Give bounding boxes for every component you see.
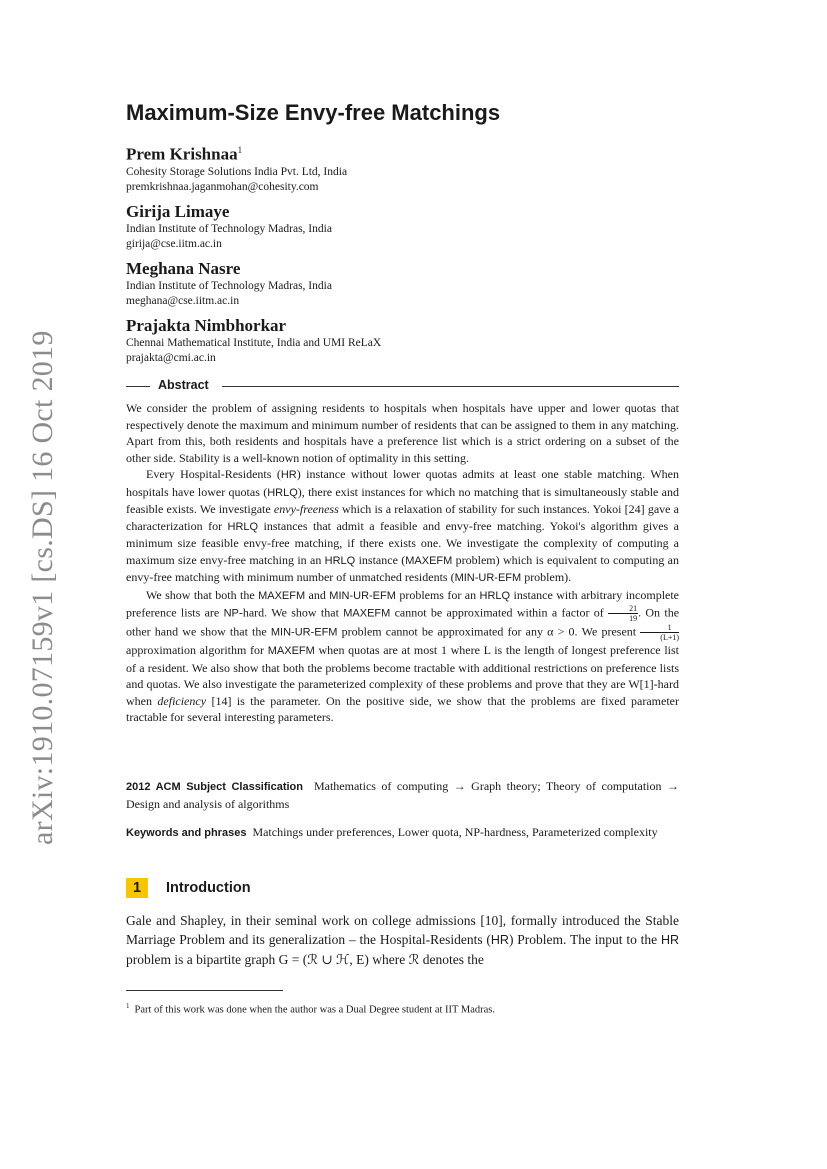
keywords: Keywords and phrases Matchings under preferences, Lower quota, NP-hardness, Parameterized complexity <box>126 825 658 839</box>
fraction: $\frac{21}{19}$ <box>608 604 638 623</box>
author-affiliation: Indian Institute of Technology Madras, India <box>126 222 332 235</box>
author-block <box>126 315 679 366</box>
footnote: $^1$ Part of this work was done when the author was a Dual Degree student at IIT Madras. <box>126 1002 495 1016</box>
author-name: Meghana Nasre <box>126 258 241 278</box>
author-email[interactable]: girija@cse.iitm.ac.in <box>126 237 222 250</box>
acm-label: 2012 ACM Subject Classification <box>126 781 303 793</box>
author-email[interactable]: prajakta@cmi.ac.in <box>126 351 216 364</box>
section-heading <box>126 878 251 898</box>
section-title: Introduction <box>166 880 251 896</box>
footnote-divider <box>126 990 283 991</box>
paper-title: Maximum-Size Envy-free Matchings <box>126 100 501 125</box>
divider <box>126 386 150 387</box>
author-email[interactable]: meghana@cse.iitm.ac.in <box>126 294 240 307</box>
author-name: Prem Krishnaa$^1$ <box>126 144 243 164</box>
author-name: Girija Limaye <box>126 201 230 221</box>
abstract-label: Abstract <box>158 378 209 392</box>
section-number-badge: 1 <box>126 878 148 898</box>
abstract-paragraph: We show that both the MAXEFM and MIN-UR-EFM problems for an HRLQ instance with arbitrary incomplete preference lists are NP-hard. We show that MAXEFM cannot be approximated within a factor of $\frac{21}{19}$ . On the other hand we show that the MIN-UR-EFM problem cannot be approximated for any α > 0. We present $\frac{1}{(L+1)}$ approximation algorithm for MAXEFM when quotas are at most 1 where L is the length of longest preference list of a resident. We also show that both the problems become tractable with additional restrictions on preference lists and quotas. We also investigate the parameterized complexity of these problems and prove that they are W[1]-hard when deficiency [14] is the parameter. On the positive side, we show that the problems are fixed parameter tractable for several interesting parameters. <box>126 587 680 724</box>
arxiv-identifier: arXiv:1910.07159v1 [cs.DS] 16 Oct 2019 <box>26 330 59 845</box>
abstract-heading <box>126 378 679 394</box>
author-affiliation: Indian Institute of Technology Madras, India <box>126 279 332 292</box>
footnote-mark: 1 <box>237 145 243 155</box>
author-list <box>126 140 679 372</box>
author-affiliation: Chennai Mathematical Institute, India and UMI ReLaX <box>126 336 382 349</box>
keywords-label: Keywords and phrases <box>126 827 247 839</box>
abstract-paragraph: Every Hospital-Residents (HR) instance without lower quotas admits at least one stable matching. When hospitals have lower quotas (HRLQ), there exist instances for which no matching that is simultaneously stable and feasible exists. We investigate envy-freeness which is a relaxation of stability for such instances. Yokoi [24] gave a characterization for HRLQ instances that admit a feasible and envy-free matching. Yokoi's algorithm gives a minimum size feasible envy-free matching, if there exists one. We investigate the complexity of computing a maximum size envy-free matching in an HRLQ instance (MAXEFM problem) which is equivalent to computing an envy-free matching with minimum number of unmatched residents (MIN-UR-EFM problem). <box>126 467 680 584</box>
author-block <box>126 201 679 252</box>
fraction: $\frac{1}{(L+1)}$ <box>640 623 679 642</box>
author-block <box>126 258 679 309</box>
abstract-body <box>126 400 679 726</box>
acm-classification: 2012 ACM Subject Classification Mathematics of computing → Graph theory; Theory of computation → Design and analysis of algorithms <box>126 779 679 811</box>
author-affiliation: Cohesity Storage Solutions India Pvt. Ltd, India <box>126 165 348 178</box>
author-email[interactable]: premkrishnaa.jaganmohan@cohesity.com <box>126 180 319 193</box>
author-block <box>126 140 679 195</box>
abstract-paragraph: We consider the problem of assigning residents to hospitals when hospitals have upper and lower quotas that respectively denote the maximum and minimum number of residents that can be assigned to them in any matching. Apart from this, both residents and hospitals have a preference list which is a strict ordering on a subset of the other side. Stability is a well-known notion of optimality in this setting. <box>126 401 679 465</box>
divider <box>222 386 679 387</box>
author-name: Prajakta Nimbhorkar <box>126 315 287 335</box>
intro-paragraph: Gale and Shapley, in their seminal work on college admissions [10], formally introduced the Stable Marriage Problem and its generalization – the Hospital-Residents (HR) Problem. The input to the HR problem is a bipartite graph G = (ℛ ∪ ℋ, E) where ℛ denotes the <box>126 913 680 967</box>
